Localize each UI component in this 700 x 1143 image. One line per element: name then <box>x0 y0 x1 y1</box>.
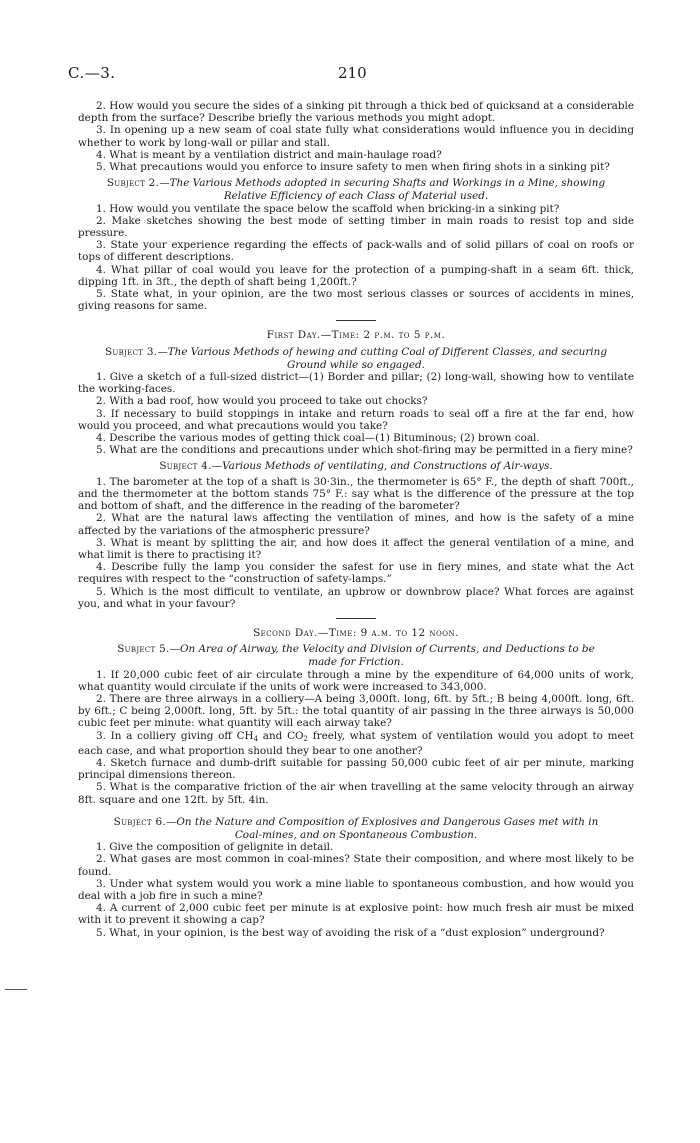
subject-title: —Various Methods of ventilating, and Constructions of Air-ways. <box>211 460 553 473</box>
subscript: 2 <box>303 734 309 743</box>
question: 1. Give a sketch of a full-sized district—(1) Border and pillar; (2) long-wall, showing how to ventilate the working-faces. <box>78 371 634 396</box>
subject-label: Subject 4. <box>159 460 212 473</box>
question: 4. What pillar of coal would you leave for the protection of a pumping-shaft in a seam 6ft. thick, dipping 1ft. in 3ft., the depth of shaft being 1,200ft.? <box>78 263 634 288</box>
question: 1. Give the composition of gelignite in detail. <box>96 841 334 854</box>
spacer <box>78 806 634 812</box>
day-heading: First Day.—Time: 2 p.m. to 5 p.m. <box>266 329 446 342</box>
question: 1. How would you ventilate the space below the scaffold when bricking-in a sinking pit? <box>96 202 560 215</box>
subject-heading <box>78 643 634 655</box>
question: 5. What are the conditions and precautions under which shot-firing may be permitted in a fiery mine? <box>96 444 633 457</box>
subject-title: —The Various Methods adopted in securing Shafts and Workings in a Mine, showing <box>159 177 606 190</box>
page-number: 210 <box>338 64 367 82</box>
margin-mark <box>5 989 27 990</box>
section-divider <box>336 618 376 619</box>
question: 2. Make sketches showing the best mode of setting timber in main roads to resist top and side pressure. <box>78 214 634 240</box>
question: 2. There are three airways in a colliery—A being 3,000ft. long, 6ft. by 5ft.; B being 4,000ft. long, 6ft. by 6ft.; C being 2,000ft. long, 5ft. by 5ft.: the total quantity of air passing in the three airways is 50,000 cubic feet per minute: what quantity will each airway take? <box>78 692 634 730</box>
question-text: 3. In a colliery giving off CH <box>96 729 254 742</box>
question: 3. If necessary to build stoppings in intake and return roads to seal off a fire at the far end, how would you proceed, and what precautions would you take? <box>78 407 634 432</box>
subject-title-continued: made for Friction. <box>308 656 404 669</box>
subject-title-continued: Coal-mines, and on Spontaneous Combustion. <box>234 828 478 841</box>
question-text: freely, what system of ventilation would you adopt to meet each case, and what proportion should they bear to one another? <box>78 729 634 757</box>
question: 1. The barometer at the top of a shaft is 30·3in., the thermometer is 65° F., the depth of shaft 700ft., and the thermometer at the bottom stands 75° F.: say what is the difference of the pressure at the top and bottom of shaft, and the difference in the reading of the barometer? <box>78 475 634 513</box>
question: 5. What precautions would you enforce to insure safety to men when firing shots in a sinking pit? <box>96 161 610 174</box>
question: 3. Under what system would you work a mine liable to spontaneous combustion, and how would you deal with a job fire in such a mine? <box>78 877 634 902</box>
subject-title: —On Area of Airway, the Velocity and Division of Currents, and Deductions to be <box>169 643 595 656</box>
question: 5. What is the comparative friction of the air when travelling at the same velocity through an airway 8ft. square and one 12ft. by 5ft. 4in. <box>78 781 634 806</box>
question: 3. State your experience regarding the effects of pack-walls and of solid pillars of coal on roofs or tops of different descriptions. <box>78 239 634 264</box>
question: 4. A current of 2,000 cubic feet per minute is at explosive point: how much fresh air must be mixed with it to prevent it showing a cap? <box>78 902 634 927</box>
subject-heading <box>78 816 634 828</box>
subject-label: Subject 6. <box>113 815 166 828</box>
subject-title-continued: Relative Efficiency of each Class of Material used. <box>223 190 489 203</box>
question: 3. What is meant by splitting the air, and how does it affect the general ventilation of a mine, and what limit is there to practising it? <box>78 536 634 561</box>
subject-heading <box>78 346 634 358</box>
subscript: 4 <box>253 734 259 743</box>
question: 4. What is meant by a ventilation district and main-haulage road? <box>96 148 442 161</box>
question-text: and CO <box>258 729 304 742</box>
subject-label: Subject 3. <box>105 345 158 358</box>
question: 4. Describe fully the lamp you consider the safest for use in fiery mines, and state what the Act requires with respect to the “construction of safety-lamps.” <box>78 561 634 586</box>
question: 2. With a bad roof, how would you proceed to take out chocks? <box>96 395 428 408</box>
question: 4. Sketch furnace and dumb-drift suitable for passing 50,000 cubic feet of air per minute, marking principal dimensions thereon. <box>78 756 634 782</box>
question: 2. What are the natural laws affecting the ventilation of mines, and how is the safety of a mine affected by the variations of the atmospheric pressure? <box>78 512 634 537</box>
question: 2. What gases are most common in coal-mines? State their composition, and where most likely to be found. <box>78 853 634 878</box>
subject-title-continued: Ground while so engaged. <box>287 358 425 371</box>
document-reference: C.—3. <box>68 64 116 82</box>
day-heading: Second Day.—Time: 9 a.m. to 12 noon. <box>253 626 459 639</box>
subject-title: —The Various Methods of hewing and cutting Coal of Different Classes, and securing <box>157 345 607 358</box>
question: 3. In opening up a new seam of coal state fully what considerations would influence you in deciding whether to work by long-wall or pillar and stall. <box>78 124 634 149</box>
question: 5. State what, in your opinion, are the two most serious classes or sources of accidents in mines, giving reasons for same. <box>78 288 634 313</box>
question: 5. Which is the most difficult to ventilate, an upbrow or downbrow place? What forces are against you, and what in your favour? <box>78 585 634 610</box>
question: 4. Describe the various modes of getting thick coal—(1) Bituminous; (2) brown coal. <box>96 432 540 445</box>
subject-heading <box>78 460 634 472</box>
question: 2. How would you secure the sides of a sinking pit through a thick bed of quicksand at a considerable depth from the surface? Describe briefly the various methods you might adopt. <box>78 100 634 125</box>
subject-heading <box>78 177 634 189</box>
subject-label: Subject 2. <box>106 177 160 190</box>
section-divider <box>336 320 376 321</box>
subject-label: Subject 5. <box>117 643 170 656</box>
subject-title: —On the Nature and Composition of Explosives and Dangerous Gases met with in <box>166 815 599 828</box>
exam-questions-column <box>78 100 634 939</box>
question: 1. If 20,000 cubic feet of air circulate through a mine by the expenditure of 64,000 units of work, what quantity would circulate if the units of work were increased to 343,000. <box>78 668 634 693</box>
question <box>78 730 634 757</box>
question: 5. What, in your opinion, is the best way of avoiding the risk of a “dust explosion” underground? <box>96 926 605 939</box>
